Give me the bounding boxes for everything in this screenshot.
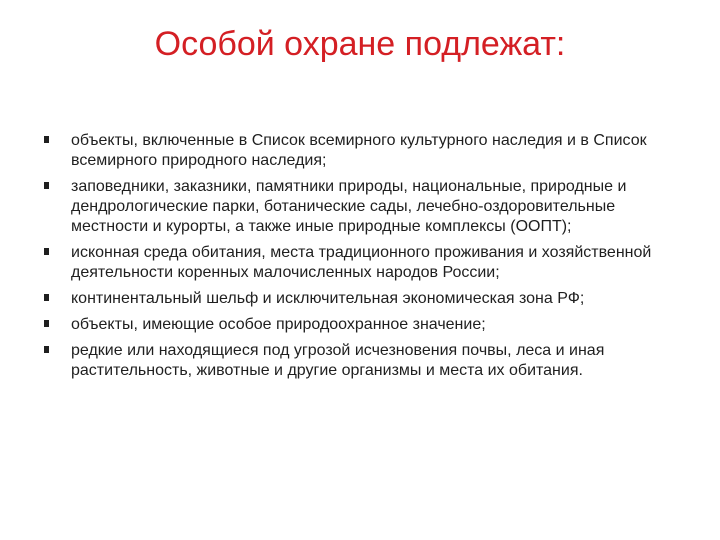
bullet-text: объекты, включенные в Список всемирного культурного наследия и в Список всемирного природного наследия; (71, 132, 647, 169)
list-item (44, 131, 684, 171)
square-bullet-icon (44, 320, 49, 327)
square-bullet-icon (44, 136, 49, 143)
slide-title: Особой охране подлежат: (154, 25, 566, 63)
list-item (44, 315, 684, 335)
bullet-list (44, 131, 684, 387)
bullet-text: объекты, имеющие особое природоохранное значение; (71, 316, 486, 333)
square-bullet-icon (44, 248, 49, 255)
list-item (44, 341, 684, 381)
bullet-text: редкие или находящиеся под угрозой исчезновения почвы, леса и иная растительность, животные и другие организмы и места их обитания. (71, 342, 605, 379)
bullet-text: заповедники, заказники, памятники природы, национальные, природные и дендрологические парки, ботанические сады, лечебно-оздоровительные местности и курорты, а также иные природные комплексы (ООПТ); (71, 178, 627, 235)
bullet-text: континентальный шельф и исключительная экономическая зона РФ; (71, 290, 585, 307)
list-item (44, 243, 684, 283)
square-bullet-icon (44, 182, 49, 189)
square-bullet-icon (44, 294, 49, 301)
square-bullet-icon (44, 346, 49, 353)
bullet-text: исконная среда обитания, места традиционного проживания и хозяйственной деятельности коренных малочисленных народов России; (71, 244, 652, 281)
list-item (44, 177, 684, 237)
list-item (44, 289, 684, 309)
